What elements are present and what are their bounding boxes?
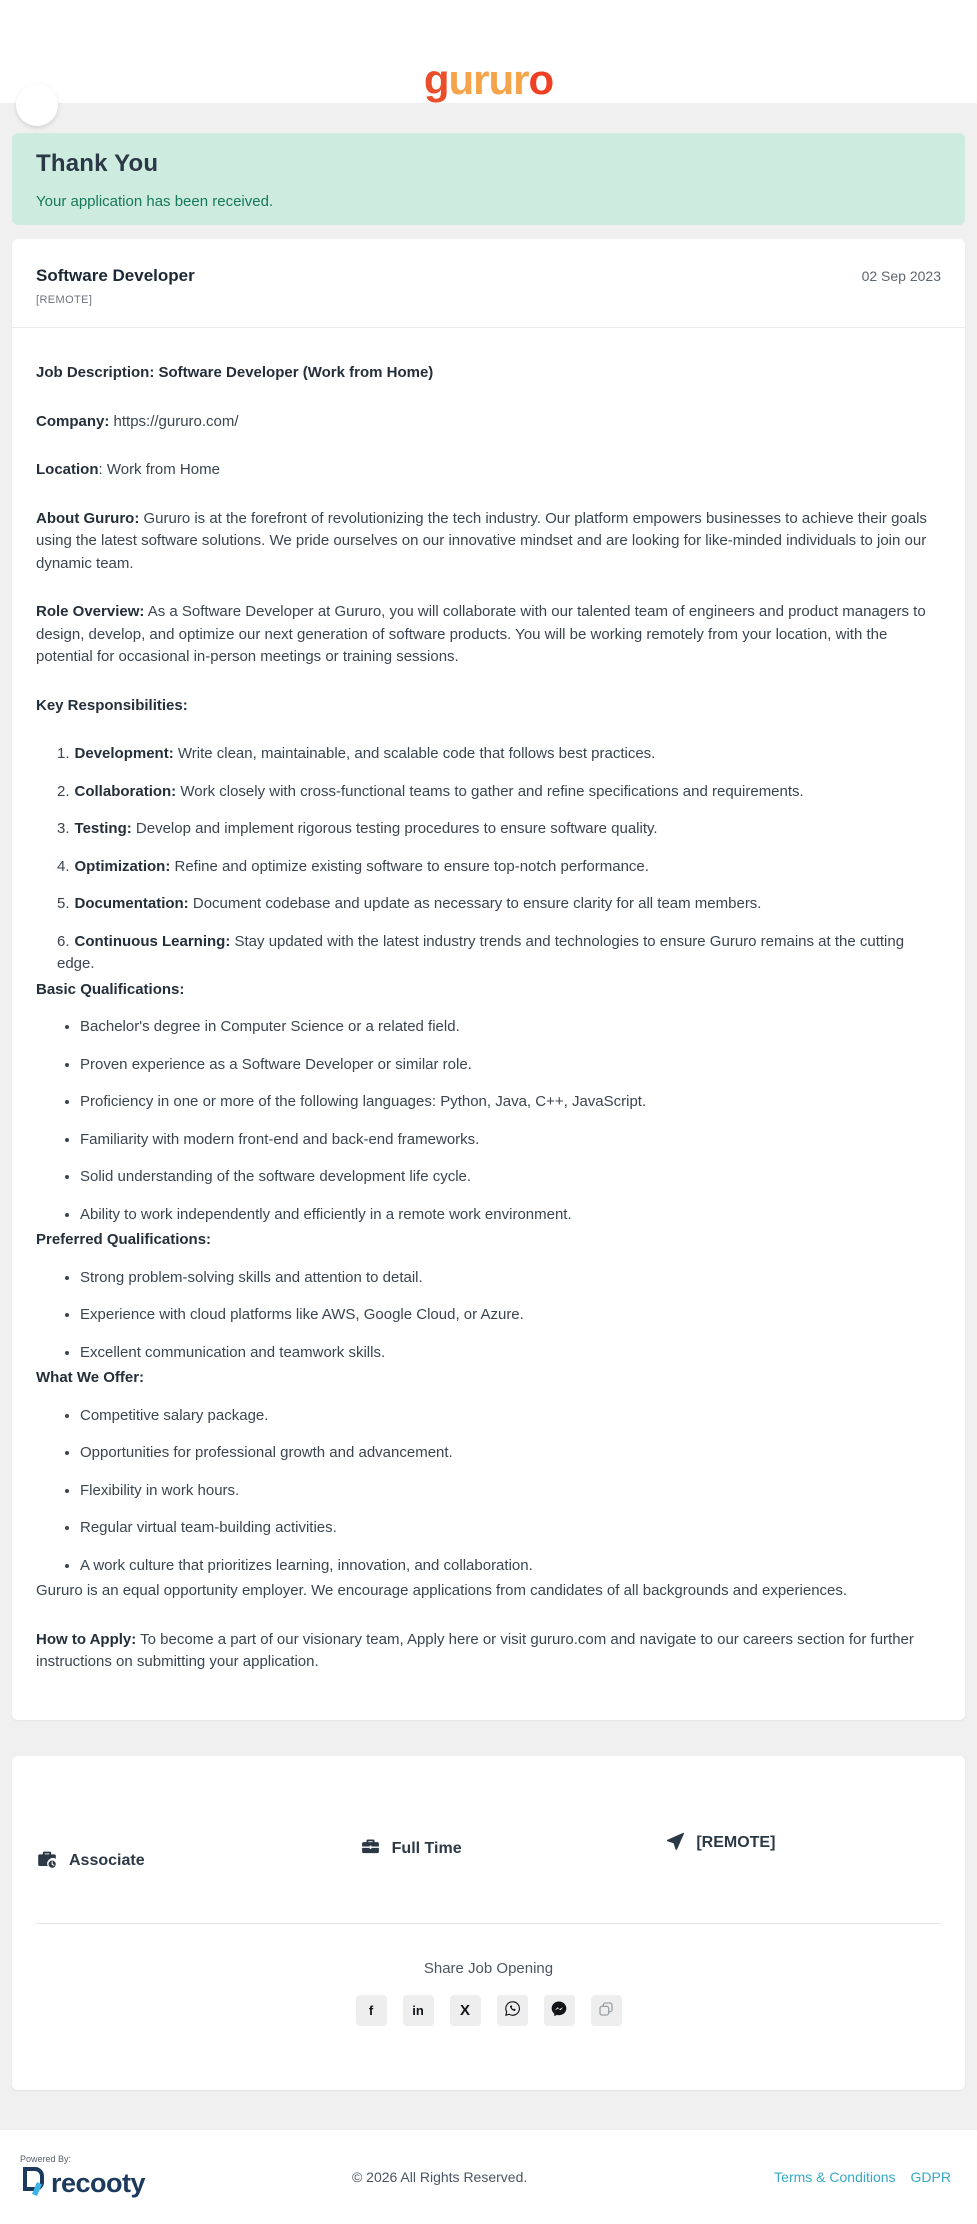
share-messenger-button[interactable]: [544, 1995, 575, 2026]
share-facebook-button[interactable]: [356, 1995, 387, 2026]
responsibilities-list: [36, 743, 941, 976]
job-title: Software Developer: [36, 266, 195, 285]
job-type-label: Full Time: [391, 1840, 462, 1857]
powered-by-label: Powered By:: [20, 2153, 72, 2164]
about-line: [36, 508, 941, 576]
list-item: [57, 931, 941, 976]
share-copy-link-button[interactable]: [591, 1995, 622, 2026]
gururo-logo-letter: r: [473, 56, 489, 103]
recooty-logo-text: recooty: [51, 2167, 146, 2198]
item-text: Write clean, maintainable, and scalable code that follows best practices.: [173, 745, 656, 762]
list-item: [57, 818, 941, 841]
whatsapp-icon: [504, 2000, 521, 2020]
gururo-logo: [423, 56, 554, 103]
equal-opportunity-text: Gururo is an equal opportunity employer. We encourage applications from candidates of all backgrounds and experiences.: [36, 1582, 848, 1599]
list-item: • A work culture that prioritizes learning, innovation, and collaboration.: [80, 1555, 941, 1578]
item-text: Stay updated with the latest industry trends and technologies to ensure Gururo remains at the cutting edge.: [57, 932, 905, 972]
job-card: [12, 239, 965, 1720]
gururo-logo-letter: r: [513, 56, 529, 103]
footer-links: [774, 2169, 951, 2185]
messenger-icon: [550, 2000, 568, 2021]
briefcase-clock-icon: [36, 1848, 58, 1875]
thank-you-banner: [12, 133, 965, 225]
job-description-body: [12, 328, 965, 1720]
item-text: Document codebase and update as necessary to ensure clarity for all team members.: [188, 895, 762, 912]
item-number: 2.: [57, 782, 70, 800]
item-label: Collaboration:: [74, 782, 177, 800]
list-item: • Flexibility in work hours.: [80, 1480, 941, 1503]
list-item: • Opportunities for professional growth and advancement.: [80, 1442, 941, 1465]
meta-divider: [36, 1923, 941, 1924]
job-level-meta: [36, 1780, 338, 1875]
navigation-icon: [665, 1831, 685, 1856]
share-linkedin-button[interactable]: [403, 1995, 434, 2026]
x-icon: X: [459, 2001, 470, 2019]
item-label: Continuous Learning:: [74, 932, 231, 950]
share-heading: Share Job Opening: [423, 1959, 554, 1977]
company-label: Company:: [36, 412, 110, 430]
share-x-button[interactable]: [450, 1995, 481, 2026]
gururo-logo-letter: o: [528, 56, 554, 103]
list-item: [57, 856, 941, 879]
gururo-logo-letter: u: [488, 56, 514, 103]
job-description-heading-text: Job Description: Software Developer (Work from Home): [36, 364, 434, 381]
item-number: 6.: [57, 932, 70, 950]
item-text: Develop and implement rigorous testing procedures to ensure software quality.: [131, 820, 658, 837]
item-number: 3.: [57, 820, 70, 837]
item-number: 1.: [57, 745, 70, 762]
list-item: • Solid understanding of the software development life cycle.: [80, 1166, 941, 1189]
about-text: Gururo is at the forefront of revolutionizing the tech industry. Our platform empowers businesses to achieve their goals using the latest software solutions. We pride ourselves on our innovative mindset and are looking for like-minded individuals to join our dynamic team.: [36, 509, 927, 572]
job-type-meta: [338, 1780, 640, 1875]
item-label: Documentation:: [74, 895, 189, 912]
recooty-logo-mark-icon: [20, 2166, 47, 2201]
list-item: • Experience with cloud platforms like AWS, Google Cloud, or Azure.: [80, 1304, 941, 1327]
facebook-icon: f: [368, 2002, 374, 2018]
gururo-logo-letter: u: [448, 56, 474, 103]
site-footer: [0, 2130, 977, 2224]
list-item: [57, 743, 941, 766]
terms-link[interactable]: Terms & Conditions: [774, 2169, 896, 2185]
job-level-label: Associate: [69, 1852, 145, 1869]
briefcase-icon: [360, 1836, 381, 1862]
preferred-qualifications-list: [36, 1267, 941, 1365]
banner-title: Thank You: [36, 150, 159, 177]
item-label: Optimization:: [74, 857, 171, 875]
location-label: Location: [36, 461, 99, 478]
list-item: • Regular virtual team-building activities.: [80, 1517, 941, 1540]
main-content: [0, 103, 977, 2130]
item-text: Refine and optimize existing software to ensure top-notch performance.: [170, 857, 649, 875]
preferred-qualifications-heading-text: Preferred Qualifications:: [36, 1231, 212, 1248]
share-whatsapp-button[interactable]: [497, 1995, 528, 2026]
basic-qualifications-heading: [36, 979, 941, 1002]
job-location-label: [REMOTE]: [696, 1834, 776, 1851]
company-line: [36, 411, 941, 434]
basic-qualifications-heading-text: Basic Qualifications:: [36, 980, 185, 998]
how-to-apply-text: To become a part of our visionary team, Apply here or visit gururo.com and navigate to our careers section for further instructions on submitting your application.: [36, 1630, 914, 1670]
item-number: 4.: [57, 857, 70, 875]
job-remote-tag: [REMOTE]: [36, 294, 93, 306]
list-item: [57, 893, 941, 916]
top-header: [0, 0, 977, 103]
list-item: • Proficiency in one or more of the following languages: Python, Java, C++, JavaScript.: [80, 1091, 941, 1114]
how-to-apply-label: How to Apply:: [36, 1630, 137, 1648]
item-number: 5.: [57, 895, 70, 912]
list-item: [57, 781, 941, 804]
meta-card: [12, 1756, 965, 2090]
list-item: • Competitive salary package.: [80, 1405, 941, 1428]
job-header: [12, 239, 965, 328]
responsibilities-heading: [36, 695, 941, 718]
about-label: About Gururo:: [36, 509, 140, 527]
list-item: • Bachelor's degree in Computer Science or a related field.: [80, 1016, 941, 1039]
job-date: 02 Sep 2023: [861, 268, 941, 284]
what-we-offer-heading: [36, 1367, 941, 1390]
role-text: As a Software Developer at Gururo, you will collaborate with our talented team of engineers and product managers to design, develop, and optimize our next generation of software products. You will be working remotely from your location, with the potential for occasional in-person meetings or training sessions.: [36, 603, 926, 665]
basic-qualifications-list: [36, 1016, 941, 1226]
list-item: • Familiarity with modern front-end and back-end frameworks.: [80, 1129, 941, 1152]
job-header-left: [36, 266, 195, 306]
company-value: https://gururo.com/: [109, 412, 239, 430]
role-label: Role Overview:: [36, 603, 145, 620]
list-item: • Strong problem-solving skills and attention to detail.: [80, 1267, 941, 1290]
gururo-logo-letter: g: [423, 56, 449, 103]
preferred-qualifications-heading: [36, 1229, 941, 1252]
role-line: [36, 601, 941, 669]
how-to-apply-line: [36, 1629, 941, 1674]
job-location-meta: [639, 1780, 941, 1875]
item-text: Work closely with cross-functional teams to gather and refine specifications and requirements.: [176, 782, 804, 800]
banner-message: Your application has been received.: [36, 193, 274, 210]
linkedin-icon: in: [412, 2002, 424, 2018]
list-item: • Excellent communication and teamwork skills.: [80, 1342, 941, 1365]
what-we-offer-heading-text: What We Offer:: [36, 1369, 145, 1386]
recooty-logo[interactable]: [20, 2166, 145, 2201]
what-we-offer-list: [36, 1405, 941, 1578]
location-line: [36, 459, 941, 482]
job-description-heading: [36, 362, 941, 385]
location-value: : Work from Home: [98, 461, 220, 478]
floating-circle: [16, 84, 58, 126]
share-buttons-row: [36, 1995, 941, 2026]
copy-icon: [598, 2001, 614, 2020]
item-label: Testing:: [74, 820, 132, 837]
powered-by-block: [20, 2154, 145, 2201]
list-item: • Proven experience as a Software Developer or similar role.: [80, 1054, 941, 1077]
item-label: Development:: [74, 745, 174, 762]
gdpr-link[interactable]: GDPR: [910, 2169, 951, 2185]
responsibilities-heading-text: Key Responsibilities:: [36, 696, 188, 714]
job-meta-row: [36, 1780, 941, 1875]
list-item: • Ability to work independently and efficiently in a remote work environment.: [80, 1204, 941, 1227]
copyright-text: © 2026 All Rights Reserved.: [351, 2169, 528, 2185]
